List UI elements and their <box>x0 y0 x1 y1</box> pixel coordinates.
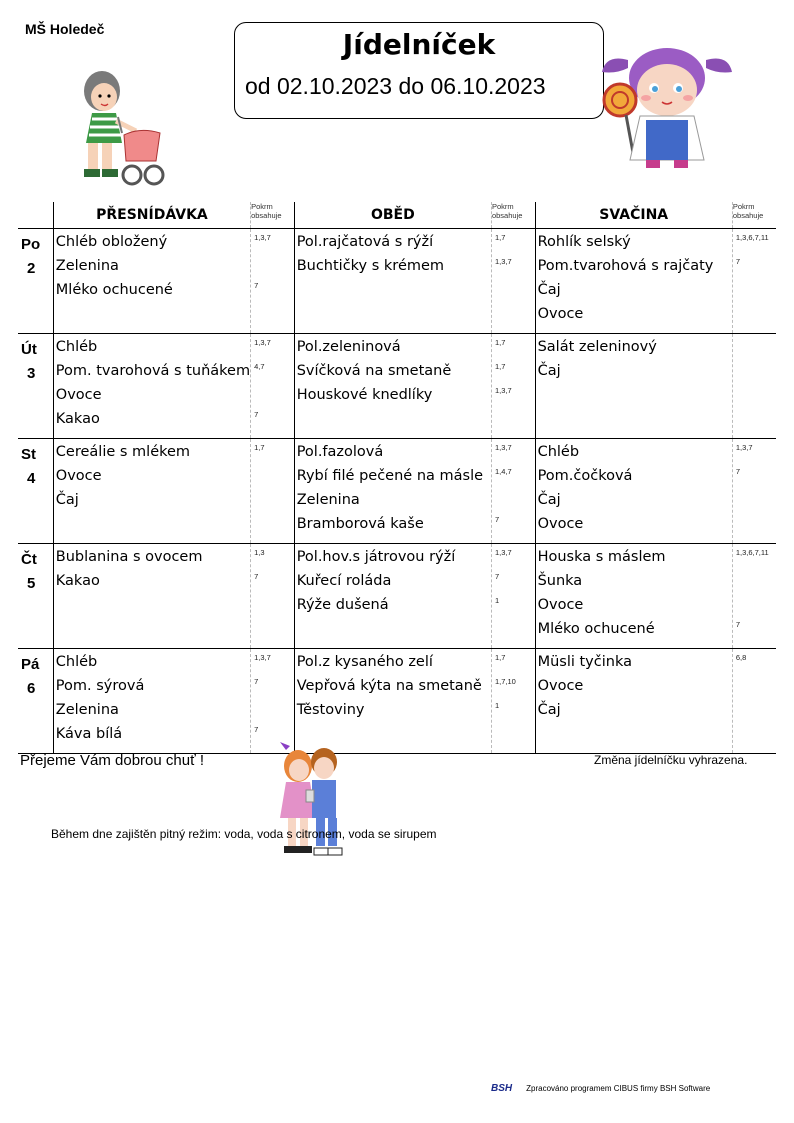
lunch-item: Pol.rajčatová s rýží <box>296 234 434 250</box>
allergen-codes <box>733 572 776 596</box>
kids-sharing-drink-illustration <box>272 738 350 862</box>
lunch-cell <box>294 229 491 334</box>
breakfast-item: Chléb obložený <box>55 234 168 250</box>
allergen-codes: 1 <box>494 701 500 710</box>
allergen-codes: 1,3,7 <box>735 443 753 452</box>
snack-cell <box>535 649 732 754</box>
breakfast-allergens-cell <box>251 439 295 544</box>
snack-item: Šunka <box>537 573 583 589</box>
allergen-codes: 1,7 <box>494 362 506 371</box>
snack-item: Pom.tvarohová s rajčaty <box>537 258 714 274</box>
school-name: MŠ Holedeč <box>25 21 105 37</box>
allergen-codes <box>251 491 294 515</box>
allergen-codes: 1,3,7 <box>254 233 271 242</box>
snack-item: Mléko ochucené <box>537 621 655 637</box>
breakfast-item: Zelenina <box>55 258 119 274</box>
allergen-codes: 1,7 <box>494 338 506 347</box>
lunch-item: Pol.zeleninová <box>296 339 401 355</box>
lunch-item: Houskové knedlíky <box>296 387 433 403</box>
snack-item: Pom.čočková <box>537 468 633 484</box>
day-cell <box>18 649 53 754</box>
allergen-codes: 1,3,7 <box>494 257 512 266</box>
snack-cell <box>535 334 732 439</box>
snack-allergens-cell <box>732 649 776 754</box>
lunch-cell <box>294 439 491 544</box>
snack-item: Čaj <box>537 282 561 298</box>
allergen-codes: 7 <box>494 515 500 524</box>
snack-item: Čaj <box>537 492 561 508</box>
lunch-item: Pol.fazolová <box>296 444 384 460</box>
lunch-cell <box>294 544 491 649</box>
allergen-codes: 7 <box>254 281 259 290</box>
wish-text: Přejeme Vám dobrou chuť ! <box>20 752 205 769</box>
allergen-codes <box>733 305 776 329</box>
allergen-codes <box>251 467 294 491</box>
lunch-allergens-cell <box>491 544 535 649</box>
allergens-header: Pokrm obsahuje <box>732 202 776 229</box>
lunch-item: Vepřová kýta na smetaně <box>296 678 482 694</box>
breakfast-cell <box>53 229 250 334</box>
allergen-codes <box>733 677 776 701</box>
breakfast-item: Cereálie s mlékem <box>55 444 191 460</box>
allergen-codes: 7 <box>735 467 741 476</box>
breakfast-item: Kakao <box>55 573 100 589</box>
girl-with-lollipop-illustration <box>598 40 736 175</box>
bsh-logo: BSH <box>491 1083 513 1094</box>
breakfast-allergens-cell <box>251 544 295 649</box>
girl-with-pram-illustration <box>70 63 165 195</box>
page-title: Jídelníček <box>342 28 496 61</box>
snack-item: Ovoce <box>537 678 584 694</box>
allergen-codes: 1,3,6,7,11 <box>735 233 769 242</box>
allergen-codes: 4,7 <box>254 362 265 371</box>
allergen-codes: 7 <box>735 620 741 629</box>
header-row <box>18 202 776 229</box>
allergen-codes: 1,3,7 <box>494 443 512 452</box>
breakfast-header: PŘESNÍDÁVKA <box>53 202 250 229</box>
snack-item: Rohlík selský <box>537 234 631 250</box>
snack-cell <box>535 544 732 649</box>
day-row <box>18 229 776 334</box>
snack-item: Ovoce <box>537 306 584 322</box>
day-number: 6 <box>27 680 36 697</box>
day-number: 2 <box>27 260 36 277</box>
allergen-codes: 1,3,7 <box>494 386 512 395</box>
breakfast-item: Chléb <box>55 339 98 355</box>
snack-allergens-cell <box>732 439 776 544</box>
footer <box>491 1083 710 1094</box>
breakfast-item: Bublanina s ovocem <box>55 549 203 565</box>
breakfast-item: Chléb <box>55 654 98 670</box>
breakfast-item: Čaj <box>55 492 79 508</box>
allergen-codes <box>251 257 294 281</box>
lunch-cell <box>294 334 491 439</box>
allergen-codes <box>733 281 776 305</box>
snack-item: Ovoce <box>537 516 584 532</box>
allergen-codes <box>733 701 776 725</box>
day-row <box>18 334 776 439</box>
snack-header: SVAČINA <box>535 202 732 229</box>
lunch-item: Bramborová kaše <box>296 516 424 532</box>
lunch-item: Buchtičky s krémem <box>296 258 445 274</box>
allergen-codes: 7 <box>735 257 741 266</box>
lunch-item: Pol.z kysaného zelí <box>296 654 433 670</box>
day-cell <box>18 229 53 334</box>
allergen-codes: 1,3,7 <box>254 653 271 662</box>
snack-allergens-cell <box>732 229 776 334</box>
day-abbr: Čt <box>21 551 37 568</box>
lunch-allergens-cell <box>491 439 535 544</box>
breakfast-item: Káva bílá <box>55 726 123 742</box>
snack-cell <box>535 439 732 544</box>
breakfast-cell <box>53 439 250 544</box>
allergens-header: Pokrm obsahuje <box>491 202 535 229</box>
breakfast-item: Pom. sýrová <box>55 678 145 694</box>
day-number: 4 <box>27 470 36 487</box>
day-header <box>18 202 53 229</box>
breakfast-cell <box>53 649 250 754</box>
lunch-item: Pol.hov.s játrovou rýží <box>296 549 456 565</box>
breakfast-item: Ovoce <box>55 468 102 484</box>
day-row <box>18 544 776 649</box>
breakfast-allergens-cell <box>251 334 295 439</box>
lunch-item: Rýže dušená <box>296 597 389 613</box>
allergen-codes: 7 <box>254 572 259 581</box>
change-note: Změna jídelníčku vyhrazena. <box>594 753 748 767</box>
allergen-codes: 1,4,7 <box>494 467 512 476</box>
lunch-item: Svíčková na smetaně <box>296 363 452 379</box>
allergen-codes: 7 <box>254 725 259 734</box>
day-cell <box>18 544 53 649</box>
allergen-codes: 1,7 <box>494 653 506 662</box>
footer-text: Zpracováno programem CIBUS firmy BSH Software <box>526 1084 711 1093</box>
allergen-codes <box>733 338 776 362</box>
lunch-item: Zelenina <box>296 492 360 508</box>
day-number: 5 <box>27 575 36 592</box>
day-cell <box>18 334 53 439</box>
lunch-item: Těstoviny <box>296 702 365 718</box>
allergen-codes: 1,7 <box>494 233 506 242</box>
day-abbr: Út <box>21 341 37 358</box>
snack-item: Ovoce <box>537 597 584 613</box>
lunch-item: Kuřecí roláda <box>296 573 392 589</box>
allergen-codes: 1,3 <box>254 548 265 557</box>
allergen-codes: 1,7,10 <box>494 677 516 686</box>
allergen-codes <box>733 596 776 620</box>
breakfast-item: Kakao <box>55 411 100 427</box>
snack-cell <box>535 229 732 334</box>
day-abbr: St <box>21 446 36 463</box>
allergens-header: Pokrm obsahuje <box>251 202 295 229</box>
day-row <box>18 439 776 544</box>
lunch-item: Rybí filé pečené na másle <box>296 468 484 484</box>
allergen-codes <box>251 701 294 725</box>
lunch-allergens-cell <box>491 229 535 334</box>
day-cell <box>18 439 53 544</box>
lunch-allergens-cell <box>491 649 535 754</box>
snack-item: Houska s máslem <box>537 549 666 565</box>
allergen-codes: 7 <box>254 677 259 686</box>
breakfast-allergens-cell <box>251 229 295 334</box>
breakfast-item: Zelenina <box>55 702 119 718</box>
allergen-codes: 1 <box>494 596 500 605</box>
snack-item: Chléb <box>537 444 580 460</box>
allergen-codes: 1,3,7 <box>254 338 271 347</box>
menu-table <box>18 202 776 754</box>
allergen-codes: 1,3,7 <box>494 548 512 557</box>
day-row <box>18 649 776 754</box>
date-range: od 02.10.2023 do 06.10.2023 <box>245 73 546 99</box>
snack-allergens-cell <box>732 544 776 649</box>
breakfast-cell <box>53 544 250 649</box>
snack-item: Salát zeleninový <box>537 339 657 355</box>
snack-item: Čaj <box>537 702 561 718</box>
allergen-codes: 6,8 <box>735 653 747 662</box>
title-box <box>234 22 604 119</box>
allergen-codes <box>251 386 294 410</box>
snack-item: Čaj <box>537 363 561 379</box>
snack-allergens-cell <box>732 334 776 439</box>
allergen-codes <box>492 491 535 515</box>
breakfast-item: Pom. tvarohová s tuňákem <box>55 363 251 379</box>
allergen-codes <box>733 515 776 539</box>
day-number: 3 <box>27 365 36 382</box>
lunch-header: OBĚD <box>294 202 491 229</box>
day-abbr: Po <box>21 236 41 253</box>
breakfast-cell <box>53 334 250 439</box>
allergen-codes: 1,3,6,7,11 <box>735 548 769 557</box>
breakfast-item: Mléko ochucené <box>55 282 173 298</box>
allergen-codes <box>733 362 776 386</box>
allergen-codes: 7 <box>254 410 259 419</box>
snack-item: Müsli tyčinka <box>537 654 632 670</box>
breakfast-item: Ovoce <box>55 387 102 403</box>
allergen-codes <box>733 491 776 515</box>
day-abbr: Pá <box>21 656 40 673</box>
allergen-codes: 7 <box>494 572 500 581</box>
drink-note: Během dne zajištěn pitný režim: voda, voda s citronem, voda se sirupem <box>51 827 437 841</box>
allergen-codes: 1,7 <box>254 443 265 452</box>
lunch-allergens-cell <box>491 334 535 439</box>
